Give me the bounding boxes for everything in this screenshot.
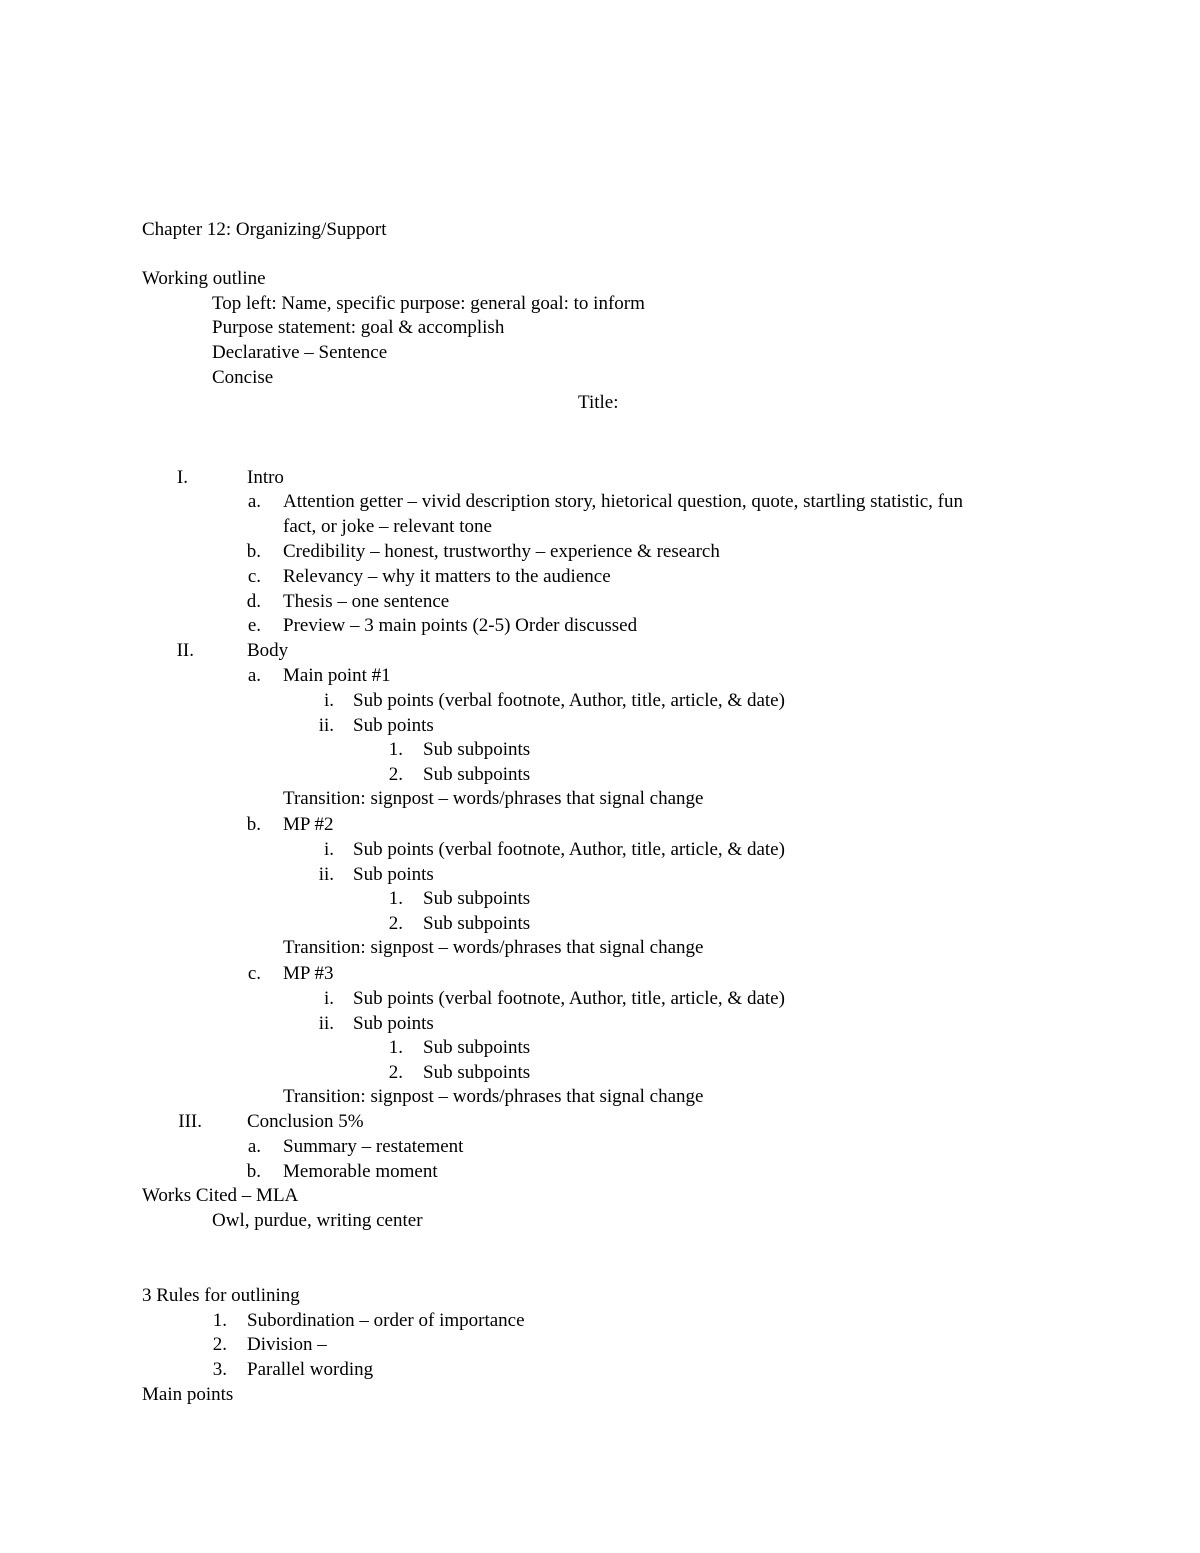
sub-point-text: Sub points: [353, 1012, 434, 1034]
roman-numeral-marker: I.: [176, 467, 188, 488]
roman-subpoint-marker: i.: [323, 988, 334, 1009]
outline-section-label: Conclusion 5%: [247, 1111, 364, 1132]
number-marker: 2.: [388, 763, 403, 785]
outline-item-text: fact, or joke – relevant tone: [283, 516, 492, 537]
number-marker: 1.: [212, 1310, 227, 1331]
transition-text: Transition: signpost – words/phrases that signal change: [283, 788, 704, 809]
main-point-label: Main point #1: [283, 665, 391, 686]
number-marker: 1.: [388, 888, 403, 909]
section-label: Main points: [142, 1384, 234, 1405]
sub-subpoint-text: Sub subpoints: [423, 1061, 531, 1083]
outline-item-text: Thesis – one sentence: [283, 591, 450, 612]
number-marker: 2.: [388, 912, 403, 934]
letter-marker: b.: [246, 541, 261, 562]
roman-subpoint-marker: i.: [323, 839, 334, 860]
sub-subpoint-text: Sub subpoints: [423, 888, 531, 909]
rule-item-text: Division –: [247, 1334, 327, 1355]
rule-item-text: Subordination – order of importance: [247, 1310, 525, 1331]
letter-marker: b.: [246, 814, 261, 835]
letter-marker: a.: [247, 1136, 261, 1157]
letter-marker: b.: [246, 1161, 261, 1182]
roman-subpoint-marker: i.: [323, 690, 334, 711]
outline-note: Purpose statement: goal & accomplish: [212, 317, 505, 338]
sub-subpoint-text: Sub subpoints: [423, 763, 531, 785]
outline-note: Top left: Name, specific purpose: general goal: to inform: [212, 293, 645, 314]
sub-point-text: Sub points: [353, 714, 434, 736]
roman-subpoint-marker: ii.: [318, 863, 334, 885]
sub-subpoint-text: Sub subpoints: [423, 739, 531, 760]
section-label: Working outline: [142, 268, 266, 289]
letter-marker: a.: [247, 491, 261, 512]
letter-marker: a.: [247, 665, 261, 686]
document-heading: Chapter 12: Organizing/Support: [142, 219, 387, 240]
roman-subpoint-marker: ii.: [318, 1012, 334, 1034]
section-label: Works Cited – MLA: [142, 1185, 299, 1206]
transition-text: Transition: signpost – words/phrases that signal change: [283, 937, 704, 958]
outline-item-text: Credibility – honest, trustworthy – experience & research: [283, 541, 720, 562]
letter-marker: c.: [247, 566, 261, 587]
outline-item-text: Memorable moment: [283, 1161, 438, 1182]
sub-point-text: Sub points: [353, 863, 434, 885]
roman-subpoint-marker: ii.: [318, 714, 334, 736]
main-point-label: MP #3: [283, 963, 334, 984]
sub-point-text: Sub points (verbal footnote, Author, title, article, & date): [353, 690, 785, 711]
outline-item-text: Preview – 3 main points (2-5) Order discussed: [283, 615, 638, 636]
sub-subpoint-text: Sub subpoints: [423, 1037, 531, 1058]
transition-text: Transition: signpost – words/phrases that signal change: [283, 1086, 704, 1107]
outline-note: Declarative – Sentence: [212, 342, 388, 363]
number-marker: 1.: [388, 1037, 403, 1058]
letter-marker: d.: [246, 591, 261, 612]
section-label: 3 Rules for outlining: [142, 1285, 300, 1306]
main-point-label: MP #2: [283, 814, 334, 835]
number-marker: 2.: [212, 1334, 227, 1355]
letter-marker: c.: [247, 963, 261, 984]
number-marker: 3.: [212, 1359, 227, 1380]
rule-item-text: Parallel wording: [247, 1359, 374, 1380]
sub-point-text: Sub points (verbal footnote, Author, title, article, & date): [353, 839, 785, 860]
roman-numeral-marker: II.: [176, 640, 194, 661]
outline-note: Owl, purdue, writing center: [212, 1210, 423, 1231]
outline-note: Concise: [212, 367, 274, 388]
sub-point-text: Sub points (verbal footnote, Author, title, article, & date): [353, 988, 785, 1009]
sub-subpoint-text: Sub subpoints: [423, 912, 531, 934]
outline-item-text: Attention getter – vivid description story, hietorical question, quote, startling statistic, fun: [283, 491, 964, 512]
number-marker: 1.: [388, 739, 403, 760]
outline-section-label: Body: [247, 640, 289, 661]
outline-section-label: Intro: [247, 467, 284, 488]
title-label: Title:: [578, 392, 619, 413]
roman-numeral-marker: III.: [178, 1111, 202, 1132]
outline-item-text: Relevancy – why it matters to the audience: [283, 566, 611, 587]
letter-marker: e.: [247, 615, 261, 636]
outline-item-text: Summary – restatement: [283, 1136, 464, 1157]
number-marker: 2.: [388, 1061, 403, 1083]
